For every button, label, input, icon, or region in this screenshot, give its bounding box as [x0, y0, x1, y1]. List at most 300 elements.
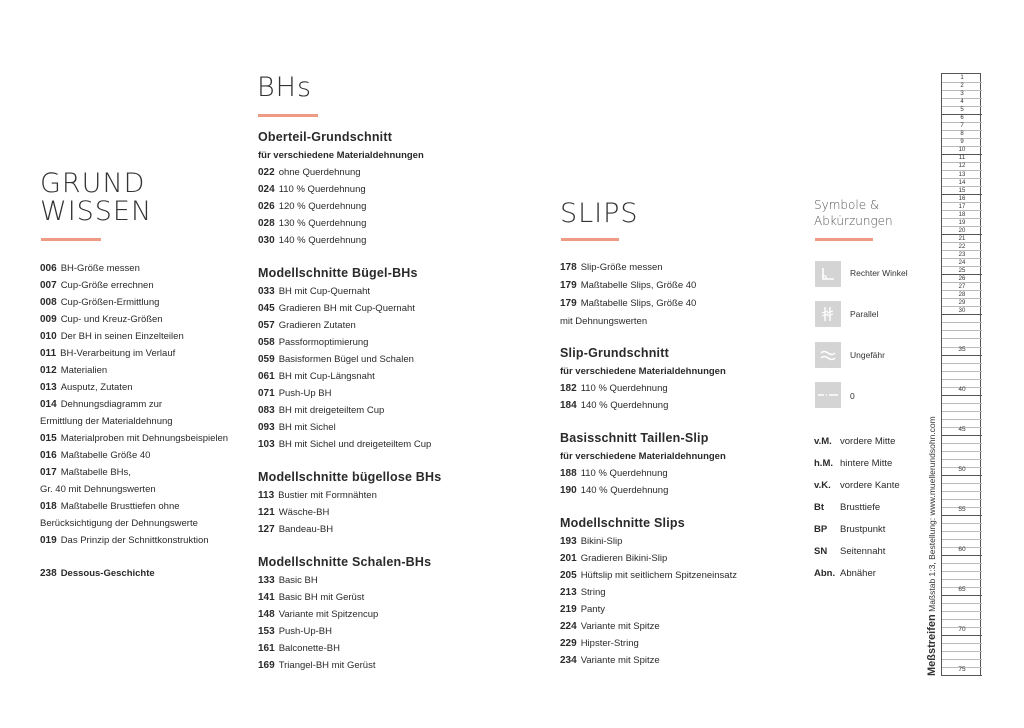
- ruler-label: 18: [958, 211, 966, 218]
- ruler-label: 16: [958, 195, 966, 202]
- ruler-tick: [942, 483, 982, 484]
- ruler-tick: [942, 355, 982, 356]
- ruler-label: 65: [958, 585, 966, 593]
- ruler-label: 20: [958, 227, 966, 234]
- toc-entry: [560, 468, 668, 479]
- toc-entry: [258, 490, 377, 501]
- toc-entry-title: ohne Querdehnung: [278, 167, 361, 178]
- ruler-label: 14: [958, 179, 966, 186]
- abbreviation-key: v.K.: [814, 480, 831, 491]
- toc-entry: [560, 316, 647, 327]
- ruler-label: 8: [960, 131, 964, 138]
- toc-entry-page: 028: [258, 218, 275, 229]
- slips-rule: [561, 238, 619, 241]
- ruler-tick: [942, 435, 982, 436]
- toc-entry: [40, 568, 155, 579]
- ruler-tick: [942, 579, 982, 580]
- toc-entry: [560, 553, 667, 564]
- section-heading: Oberteil-Grundschnitt: [258, 130, 393, 144]
- toc-entry: [258, 371, 375, 382]
- toc-entry-title: BH mit dreigeteiltem Cup: [278, 405, 385, 416]
- ruler-tick: [942, 395, 982, 396]
- toc-entry-title: Bikini-Slip: [580, 536, 623, 547]
- toc-entry-title: Basic BH: [278, 575, 318, 586]
- toc-entry-title: Cup-Größe errechnen: [60, 280, 154, 291]
- toc-entry: [40, 297, 159, 308]
- toc-entry: [258, 167, 361, 178]
- zero-line-icon: [815, 382, 841, 408]
- toc-entry-page: 058: [258, 337, 275, 348]
- toc-entry-page: 113: [258, 490, 275, 501]
- abbreviation-key: BP: [814, 524, 828, 535]
- abbreviation-item: [814, 502, 880, 513]
- toc-entry-title: Balconette-BH: [278, 643, 340, 654]
- toc-entry: [560, 570, 737, 581]
- toc-entry: [40, 450, 150, 461]
- toc-entry-page: 008: [40, 297, 57, 308]
- ruler-tick: [942, 603, 982, 604]
- ruler-tick: [942, 659, 982, 660]
- ruler-label: 50: [958, 465, 966, 473]
- ruler-tick: [942, 451, 982, 452]
- symbols-rule: [815, 238, 873, 241]
- toc-entry-title: BH-Größe messen: [60, 263, 140, 274]
- toc-entry-page: 059: [258, 354, 275, 365]
- toc-entry-page: 182: [560, 383, 577, 394]
- ruler-tick: [942, 675, 982, 676]
- toc-entry-page: 071: [258, 388, 275, 399]
- toc-entry-page: 014: [40, 399, 57, 410]
- toc-entry: [560, 485, 668, 496]
- ruler-tick: [942, 635, 982, 636]
- toc-entry-page: 141: [258, 592, 275, 603]
- toc-entry-page: 121: [258, 507, 275, 518]
- ruler-tick: [942, 619, 982, 620]
- toc-entry: [258, 575, 318, 586]
- toc-entry-page: 148: [258, 609, 275, 620]
- measuring-strip-subtitle: Maßstab 1:3, Bestellung: www.muellerundsohn.com: [927, 416, 937, 612]
- abbreviation-item: [814, 524, 885, 535]
- grundwissen-title-line1: GRUND: [40, 168, 146, 199]
- ruler-tick: [942, 539, 982, 540]
- toc-entry-title: Das Prinzip der Schnittkonstruktion: [60, 535, 209, 546]
- abbreviation-text: Abnäher: [840, 568, 876, 579]
- toc-entry-page: 178: [560, 262, 577, 273]
- toc-entry-title: Ausputz, Zutaten: [60, 382, 133, 393]
- toc-entry-title: Push-Up BH: [278, 388, 332, 399]
- ruler-tick: [942, 643, 982, 644]
- toc-entry-page: 133: [258, 575, 275, 586]
- abbreviations-list: [814, 436, 924, 586]
- ruler-tick: [942, 491, 982, 492]
- ruler-label: 22: [958, 243, 966, 250]
- toc-entry-title: 140 % Querdehnung: [580, 485, 669, 496]
- toc-entry-page: 026: [258, 201, 275, 212]
- toc-entry-page: 161: [258, 643, 275, 654]
- abbreviation-key: SN: [814, 546, 828, 557]
- toc-entry-title: Bandeau-BH: [278, 524, 334, 535]
- toc-entry-title: Der BH in seinen Einzelteilen: [60, 331, 184, 342]
- ruler-tick: [942, 571, 982, 572]
- abbreviation-item: [814, 480, 900, 491]
- section-subheading: für verschiedene Materialdehnungen: [560, 366, 726, 377]
- toc-entry-title: 140 % Querdehnung: [278, 235, 367, 246]
- toc-entry-page: 093: [258, 422, 275, 433]
- toc-entry-title: BH mit Cup-Längsnaht: [278, 371, 375, 382]
- ruler-tick: [942, 611, 982, 612]
- ruler-label: 9: [960, 139, 964, 146]
- toc-entry-title: BH mit Sichel und dreigeteiltem Cup: [278, 439, 432, 450]
- toc-entry-page: 234: [560, 655, 577, 666]
- ruler-tick: [942, 459, 982, 460]
- toc-entry: [40, 501, 180, 512]
- approx-icon: [815, 342, 841, 368]
- ruler-label: 28: [958, 291, 966, 298]
- section-heading: Modellschnitte bügellose BHs: [258, 470, 442, 484]
- toc-entry: [560, 604, 605, 615]
- bhs-title: BHs: [257, 72, 313, 103]
- toc-entry: [258, 320, 356, 331]
- toc-entry-title: Cup- und Kreuz-Größen: [60, 314, 163, 325]
- toc-entry-title: Hüftslip mit seitlichem Spitzeneinsatz: [580, 570, 737, 581]
- toc-entry: [560, 536, 622, 547]
- toc-entry: [40, 331, 184, 342]
- toc-entry-page: 238: [40, 568, 57, 579]
- toc-entry: [40, 518, 198, 529]
- ruler-label: 40: [958, 385, 966, 393]
- toc-entry-page: 022: [258, 167, 275, 178]
- toc-entry-page: 024: [258, 184, 275, 195]
- ruler-tick: [942, 443, 982, 444]
- toc-entry-page: 103: [258, 439, 275, 450]
- toc-entry-page: 018: [40, 501, 57, 512]
- toc-entry: [560, 400, 668, 411]
- ruler-label: 75: [958, 666, 966, 673]
- toc-entry: [40, 348, 175, 359]
- abbreviation-item: [814, 458, 892, 469]
- toc-entry-page: 011: [40, 348, 57, 359]
- toc-entry-title: Maßtabelle Slips, Größe 40: [580, 280, 697, 291]
- ruler-label: 55: [958, 505, 966, 513]
- toc-entry-page: 179: [560, 298, 577, 309]
- symbol-label-right-angle: Rechter Winkel: [850, 268, 908, 278]
- ruler-tick: [942, 411, 982, 412]
- toc-entry-page: 229: [560, 638, 577, 649]
- toc-entry: [560, 655, 660, 666]
- toc-entry-title: 130 % Querdehnung: [278, 218, 367, 229]
- toc-entry-title: Gradieren Bikini-Slip: [580, 553, 668, 564]
- slips-list: [560, 262, 800, 692]
- bhs-list: [258, 130, 548, 690]
- grundwissen-rule: [41, 238, 101, 241]
- toc-entry: [560, 298, 696, 309]
- ruler-tick: [942, 531, 982, 532]
- toc-entry-page: 016: [40, 450, 57, 461]
- toc-entry-page: 061: [258, 371, 275, 382]
- toc-entry-page: 184: [560, 400, 577, 411]
- toc-entry-title: Ermittlung der Materialdehnung: [40, 416, 173, 427]
- toc-entry-page: 213: [560, 587, 577, 598]
- toc-entry: [258, 184, 366, 195]
- toc-entry-title: Variante mit Spitze: [580, 621, 660, 632]
- grundwissen-title: [40, 170, 152, 227]
- toc-entry-title: Basic BH mit Gerüst: [278, 592, 365, 603]
- abbreviation-key: Bt: [814, 502, 825, 513]
- ruler-tick: [942, 363, 982, 364]
- toc-entry-page: 017: [40, 467, 57, 478]
- toc-entry-page: 224: [560, 621, 577, 632]
- ruler-tick: [942, 419, 982, 420]
- abbreviation-item: [814, 568, 876, 579]
- ruler-tick: [942, 475, 982, 476]
- grundwissen-list: [40, 263, 250, 583]
- toc-entry-title: Cup-Größen-Ermittlung: [60, 297, 160, 308]
- toc-entry: [258, 388, 332, 399]
- toc-entry-title: BH mit Sichel: [278, 422, 336, 433]
- ruler-label: 30: [958, 307, 966, 314]
- toc-entry-title: 140 % Querdehnung: [580, 400, 669, 411]
- symbol-label-zero: 0: [850, 391, 855, 401]
- abbreviation-item: [814, 546, 885, 557]
- ruler-label: 11: [958, 155, 966, 162]
- ruler-tick: [942, 338, 982, 339]
- toc-entry: [258, 218, 366, 229]
- section-heading: Slip-Grundschnitt: [560, 346, 669, 360]
- toc-entry: [40, 280, 154, 291]
- toc-entry: [258, 643, 340, 654]
- ruler-label: 24: [958, 259, 966, 266]
- toc-entry-title: Panty: [580, 604, 605, 615]
- ruler-label: 2: [960, 83, 964, 90]
- bhs-rule: [258, 114, 318, 117]
- ruler-tick: [942, 555, 982, 556]
- toc-entry-title: Gr. 40 mit Dehnungswerten: [40, 484, 156, 495]
- section-subheading: für verschiedene Materialdehnungen: [560, 451, 726, 462]
- toc-entry-page: 169: [258, 660, 275, 671]
- toc-entry: [258, 439, 431, 450]
- abbreviation-item: [814, 436, 895, 447]
- ruler-label: 10: [958, 147, 966, 154]
- ruler-tick: [942, 322, 982, 323]
- toc-entry-title: String: [580, 587, 606, 598]
- measuring-strip-caption: [926, 416, 938, 676]
- ruler-label: 3: [960, 91, 964, 98]
- symbols-title: [814, 197, 893, 229]
- toc-entry-title: Gradieren BH mit Cup-Quernaht: [278, 303, 415, 314]
- toc-entry: [40, 484, 156, 495]
- ruler-label: 13: [958, 171, 966, 178]
- toc-entry-page: 153: [258, 626, 275, 637]
- toc-entry-page: 219: [560, 604, 577, 615]
- abbreviation-key: h.M.: [814, 458, 833, 469]
- toc-entry-title: Dehnungsdiagramm zur: [60, 399, 163, 410]
- toc-entry-page: 083: [258, 405, 275, 416]
- ruler-label: 21: [958, 235, 966, 242]
- toc-entry-title: Gradieren Zutaten: [278, 320, 356, 331]
- toc-entry: [258, 626, 332, 637]
- toc-entry: [40, 382, 133, 393]
- toc-entry-page: 006: [40, 263, 57, 274]
- symbols-title-line1: Symbole &: [814, 198, 880, 212]
- section-heading: Modellschnitte Bügel-BHs: [258, 266, 418, 280]
- toc-entry-page: 033: [258, 286, 275, 297]
- toc-entry: [258, 286, 370, 297]
- toc-entry-page: 179: [560, 280, 577, 291]
- toc-entry-title: BH-Verarbeitung im Verlauf: [60, 348, 176, 359]
- ruler-tick: [942, 595, 982, 596]
- ruler-tick: [942, 379, 982, 380]
- parallel-icon: [815, 301, 841, 327]
- toc-entry-title: Basisformen Bügel und Schalen: [278, 354, 414, 365]
- ruler-label: 26: [958, 275, 966, 282]
- toc-entry: [258, 660, 375, 671]
- ruler-tick: [942, 523, 982, 524]
- ruler-label: 5: [960, 107, 964, 114]
- ruler-label: 17: [958, 203, 966, 210]
- toc-entry: [258, 303, 415, 314]
- toc-entry: [40, 535, 209, 546]
- ruler-label: 25: [958, 267, 966, 274]
- ruler-label: 45: [958, 425, 966, 433]
- toc-entry: [258, 337, 368, 348]
- toc-entry-page: 188: [560, 468, 577, 479]
- toc-entry-page: 205: [560, 570, 577, 581]
- toc-entry-title: 110 % Querdehnung: [580, 383, 668, 394]
- toc-entry: [560, 280, 696, 291]
- toc-entry-page: 015: [40, 433, 57, 444]
- toc-entry: [560, 262, 663, 273]
- abbreviation-key: Abn.: [814, 568, 836, 579]
- abbreviation-text: Brustpunkt: [840, 524, 886, 535]
- section-heading: Modellschnitte Slips: [560, 516, 685, 530]
- right-angle-icon: [815, 261, 841, 287]
- toc-entry-page: 057: [258, 320, 275, 331]
- toc-entry: [258, 405, 384, 416]
- toc-entry-title: 110 % Querdehnung: [278, 184, 366, 195]
- abbreviation-text: hintere Mitte: [840, 458, 893, 469]
- ruler-label: 4: [960, 99, 964, 106]
- toc-entry: [560, 587, 606, 598]
- toc-entry-page: 009: [40, 314, 57, 325]
- toc-entry: [560, 383, 668, 394]
- toc-entry-title: Variante mit Spitze: [580, 655, 660, 666]
- toc-entry-title: Maßtabelle Größe 40: [60, 450, 151, 461]
- symbol-label-approx: Ungefähr: [850, 350, 885, 360]
- toc-entry: [258, 354, 414, 365]
- ruler-tick: [942, 563, 982, 564]
- ruler-label: 12: [958, 163, 966, 170]
- toc-entry-page: 012: [40, 365, 57, 376]
- toc-entry-title: Variante mit Spitzencup: [278, 609, 379, 620]
- toc-entry: [258, 507, 329, 518]
- symbols-title-line2: Abkürzungen: [814, 214, 893, 229]
- toc-entry: [258, 609, 378, 620]
- toc-entry: [40, 314, 163, 325]
- toc-entry-page: 201: [560, 553, 577, 564]
- ruler-label: 60: [958, 545, 966, 553]
- toc-entry-title: Maßtabelle Slips, Größe 40: [580, 298, 697, 309]
- ruler-tick: [942, 499, 982, 500]
- toc-entry-title: Materialien: [60, 365, 108, 376]
- toc-entry-page: 127: [258, 524, 275, 535]
- ruler-tick: [942, 330, 982, 331]
- ruler-label: 1: [960, 75, 964, 82]
- toc-entry-title: 120 % Querdehnung: [278, 201, 367, 212]
- grundwissen-title-line2: WISSEN: [40, 196, 153, 228]
- toc-entry: [40, 467, 131, 478]
- toc-entry: [40, 399, 162, 410]
- toc-entry: [40, 433, 228, 444]
- ruler-label: 23: [958, 251, 966, 258]
- ruler-label: 6: [960, 115, 964, 122]
- ruler-label: 29: [958, 299, 966, 306]
- ruler-label: 15: [958, 187, 966, 194]
- toc-entry-title: Passformoptimierung: [278, 337, 369, 348]
- ruler-label: 19: [958, 219, 966, 226]
- ruler-tick: [942, 403, 982, 404]
- ruler-tick: [942, 371, 982, 372]
- symbol-label-parallel: Parallel: [850, 309, 879, 319]
- measuring-strip: [941, 73, 981, 676]
- toc-entry-title: mit Dehnungswerten: [560, 316, 648, 327]
- toc-entry: [40, 263, 140, 274]
- ruler-tick: [942, 515, 982, 516]
- toc-entry-title: Bustier mit Formnähten: [278, 490, 377, 501]
- section-subheading: für verschiedene Materialdehnungen: [258, 150, 424, 161]
- toc-entry: [560, 621, 660, 632]
- abbreviation-key: v.M.: [814, 436, 832, 447]
- toc-entry-page: 193: [560, 536, 577, 547]
- toc-entry: [560, 638, 639, 649]
- toc-entry-page: 013: [40, 382, 57, 393]
- toc-entry-title: Triangel-BH mit Gerüst: [278, 660, 376, 671]
- toc-entry: [258, 524, 333, 535]
- ruler-label: 70: [958, 625, 966, 633]
- slips-title: SLIPS: [560, 198, 639, 229]
- toc-entry: [40, 416, 173, 427]
- toc-entry-title: Dessous-Geschichte: [60, 568, 155, 579]
- toc-entry-title: Slip-Größe messen: [580, 262, 663, 273]
- abbreviation-text: Brusttiefe: [840, 502, 881, 513]
- ruler-label: 7: [960, 123, 964, 130]
- toc-entry-page: 045: [258, 303, 275, 314]
- toc-entry-title: Hipster-String: [580, 638, 639, 649]
- toc-entry-title: Wäsche-BH: [278, 507, 330, 518]
- ruler-tick: [942, 651, 982, 652]
- toc-entry-page: 030: [258, 235, 275, 246]
- toc-entry: [258, 592, 364, 603]
- toc-entry-page: 007: [40, 280, 57, 291]
- abbreviation-text: vordere Mitte: [840, 436, 896, 447]
- toc-entry-title: 110 % Querdehnung: [580, 468, 668, 479]
- toc-entry-page: 190: [560, 485, 577, 496]
- toc-entry-title: Materialproben mit Dehnungsbeispielen: [60, 433, 229, 444]
- toc-entry-title: Maßtabelle BHs,: [60, 467, 131, 478]
- toc-entry: [258, 422, 336, 433]
- ruler-label: 35: [958, 345, 966, 353]
- toc-entry: [258, 235, 366, 246]
- toc-entry-page: 010: [40, 331, 57, 342]
- toc-entry-title: Berücksichtigung der Dehnungswerte: [40, 518, 198, 529]
- abbreviation-text: vordere Kante: [840, 480, 900, 491]
- toc-entry-page: 019: [40, 535, 57, 546]
- measuring-strip-title: Meßstreifen: [926, 614, 938, 676]
- section-heading: Basisschnitt Taillen-Slip: [560, 431, 709, 445]
- toc-entry-title: BH mit Cup-Quernaht: [278, 286, 371, 297]
- toc-entry-title: Push-Up-BH: [278, 626, 333, 637]
- toc-entry: [258, 201, 366, 212]
- abbreviation-text: Seitennaht: [840, 546, 886, 557]
